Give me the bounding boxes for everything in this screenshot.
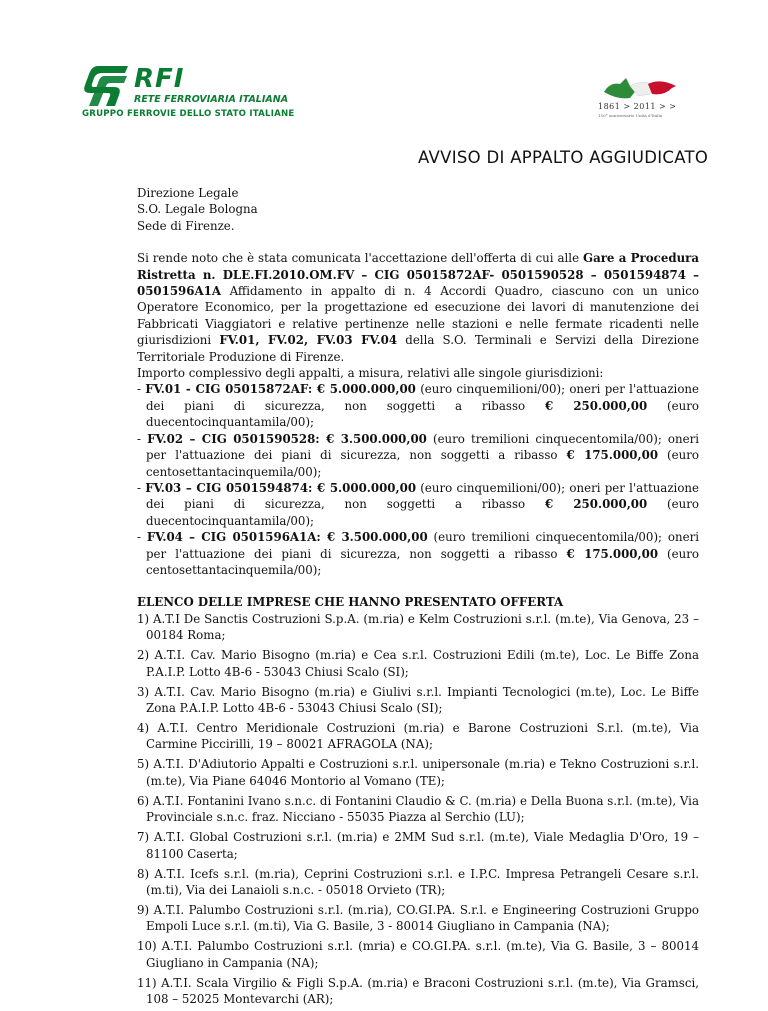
tender-reference: Gare a Procedura Ristretta n. DLE.FI.2010.OM.FV – CIG 05015872AF- 0501590528 – 0501594874 – 0501596A1A: [137, 251, 700, 299]
list-item: 1) A.T.I De Sanctis Costruzioni S.p.A. (m.ria) e Kelm Costruzioni s.r.l. (m.te), Via Genova, 23 – 00184 Roma;: [137, 611, 699, 643]
anniversary-emblem: [598, 74, 682, 124]
list-item: 9) A.T.I. Palumbo Costruzioni s.r.l. (m.ria), CO.GI.PA. S.r.l. e Engineering Costruzioni Gruppo Empoli Luce s.r.l. (m.ti), Via G. Basile, 3 - 80014 Giugliano in Campania (NA);: [137, 903, 699, 934]
list-item: 3) A.T.I. Cav. Mario Bisogno (m.ria) e Giulivi s.r.l. Impianti Tecnologici (m.te), Loc. Le Biffe Zona P.A.I.P. Lotto 4B-6 - 53043 Chiusi Scalo (SI);: [137, 684, 699, 715]
amount-item: - FV.02 – CIG 0501590528: € 3.500.000,00 (euro tremilioni cinquecentomila/00); oneri per l'attuazione dei piani di sicurezza, non soggetti a ribasso € 175.000,00 (euro centosettantacinquemila/00);: [137, 431, 699, 479]
anniversary-tagline: 150° anniversario Unità d'Italia: [598, 113, 663, 118]
intro-text: della S.O. Terminali e Servizi della Direzione Territoriale Produzione di Firenze.: [137, 333, 699, 364]
rfi-logo-mark-icon: [84, 64, 130, 108]
list-item: 10) A.T.I. Palumbo Costruzioni s.r.l. (mria) e CO.GI.PA. s.r.l. (m.te), Via G. Basile, 3 – 80014 Giugliano in Campania (NA);: [137, 939, 699, 970]
safety-cost: € 250.000,00: [544, 398, 648, 413]
italian-flag-icon: [600, 74, 680, 102]
amount-item: - FV.03 – CIG 0501594874: € 5.000.000,00 (euro cinquemilioni/00); oneri per l'attuazione dei piani di sicurezza, non soggetti a ribasso € 250.000,00 (euro duecentocinquantamila/00);: [137, 480, 700, 528]
amount-text: (euro cinquemilioni/00); oneri per l'attuazione dei piani di sicurezza, non soggetti a ribasso: [146, 382, 700, 413]
anniversary-dates: 1861 > 2011 > >: [598, 102, 677, 111]
logo-subtitle: RETE FERROVIARIA ITALIANA: [134, 94, 289, 105]
safety-cost: € 175.000,00: [566, 546, 659, 561]
companies-list: [137, 611, 699, 1008]
rfi-logo: [80, 62, 320, 122]
amount-text: (euro centosettantacinquemila/00);: [146, 448, 699, 479]
logo-group-name: GRUPPO FERROVIE DELLO STATO ITALIANE: [82, 109, 295, 119]
list-item: 6) A.T.I. Fontanini Ivano s.n.c. di Fontanini Claudio & C. (m.ria) e Della Buona s.r.l. (m.te), Via Provinciale s.n.c. fraz. Nicciano - 55035 Piazza al Serchio (LU);: [137, 793, 699, 825]
intro-text: Si rende noto che è stata comunicata l'accettazione dell'offerta di cui alle: [137, 251, 583, 266]
amount-code: FV.04 – CIG 0501596A1A: € 3.500.000,00: [146, 530, 428, 545]
list-item: 4) A.T.I. Centro Meridionale Costruzioni (m.ria) e Barone Costruzioni S.r.l. (m.te), Via Carmine Piccirilli, 19 – 80021 AFRAGOLA (NA);: [137, 720, 699, 752]
amount-text: (euro centosettantacinquemila/00);: [146, 546, 699, 577]
list-item: 7) A.T.I. Global Costruzioni s.r.l. (m.ria) e 2MM Sud s.r.l. (m.te), Viale Medaglia D'Oro, 19 – 81100 Caserta;: [137, 830, 699, 861]
safety-cost: € 250.000,00: [544, 497, 648, 512]
intro-paragraph: [137, 250, 699, 365]
amount-item: - FV.04 – CIG 0501596A1A: € 3.500.000,00 (euro tremilioni cinquecentomila/00); oneri per l'attuazione dei piani di sicurezza, non soggetti a ribasso € 175.000,00 (euro centosettantacinquemila/00);: [137, 530, 699, 577]
amount-code: FV.02 – CIG 0501590528: € 3.500.000,00: [147, 431, 427, 446]
logo-brand: RFI: [134, 64, 185, 94]
amount-text: (euro duecentocinquantamila/00);: [146, 398, 699, 430]
intro-text: Affidamento in appalto di n. 4 Accordi Quadro, ciascuno con un unico Operatore Economico, per la progettazione ed esecuzione dei lavori di manutenzione dei Fabbricati Viaggiatori e relative pertinenze nelle stazioni e nelle fermate ricadenti nelle giurisdizioni: [137, 284, 699, 348]
jurisdiction-codes: FV.01, FV.02, FV.03 FV.04: [219, 333, 398, 348]
sender-address: [137, 185, 699, 234]
companies-heading: ELENCO DELLE IMPRESE CHE HANNO PRESENTATO OFFERTA: [137, 595, 564, 610]
list-item: 11) A.T.I. Scala Virgilio & Figli S.p.A. (m.ria) e Braconi Costruzioni s.r.l. (m.te), Via Gramsci, 108 – 52025 Montevarchi (AR);: [137, 975, 699, 1007]
address-line: Sede di Firenze.: [137, 218, 235, 233]
list-item: 2) A.T.I. Cav. Mario Bisogno (m.ria) e Cea s.r.l. Costruzioni Edili (m.te), Loc. Le Biffe Zona P.A.I.P. Lotto 4B-6 - 53043 Chiusi Scalo (SI);: [137, 648, 699, 679]
amounts-section: [137, 365, 699, 578]
amount-code: FV.01 - CIG 05015872AF: € 5.000.000,00: [145, 382, 416, 397]
safety-cost: € 175.000,00: [566, 448, 659, 463]
amount-text: (euro tremilioni cinquecentomila/00); oneri per l'attuazione dei piani di sicurezza, non soggetti a ribasso: [146, 431, 699, 463]
amount-item: - FV.01 - CIG 05015872AF: € 5.000.000,00 (euro cinquemilioni/00); oneri per l'attuazione dei piani di sicurezza, non soggetti a ribasso € 250.000,00 (euro duecentocinquantamila/00);: [137, 382, 700, 430]
address-line: S.O. Legale Bologna: [137, 202, 258, 217]
document-title: AVVISO DI APPALTO AGGIUDICATO: [418, 148, 709, 167]
list-item: 5) A.T.I. D'Adiutorio Appalti e Costruzioni s.r.l. unipersonale (m.ria) e Tekno Costruzioni s.r.l. (m.te), Via Piane 64046 Montorio al Vomano (TE);: [137, 757, 699, 788]
amount-text: (euro tremilioni cinquecentomila/00); oneri per l'attuazione dei piani di sicurezza, non soggetti a ribasso: [146, 530, 699, 561]
amount-text: (euro duecentocinquantamila/00);: [146, 497, 699, 528]
amount-code: FV.03 – CIG 0501594874: € 5.000.000,00: [145, 480, 417, 495]
address-line: Direzione Legale: [137, 186, 239, 200]
document-body: [137, 185, 699, 1011]
amounts-lead: Importo complessivo degli appalti, a misura, relativi alle singole giurisdizioni:: [137, 366, 604, 381]
amount-text: (euro cinquemilioni/00); oneri per l'attuazione dei piani di sicurezza, non soggetti a ribasso: [146, 480, 700, 512]
list-item: 8) A.T.I. Icefs s.r.l. (m.ria), Ceprini Costruzioni s.r.l. e I.P.C. Impresa Petrangeli Cesare s.r.l. (m.ti), Via dei Lanaioli s.n.c. - 05018 Orvieto (TR);: [137, 866, 699, 897]
